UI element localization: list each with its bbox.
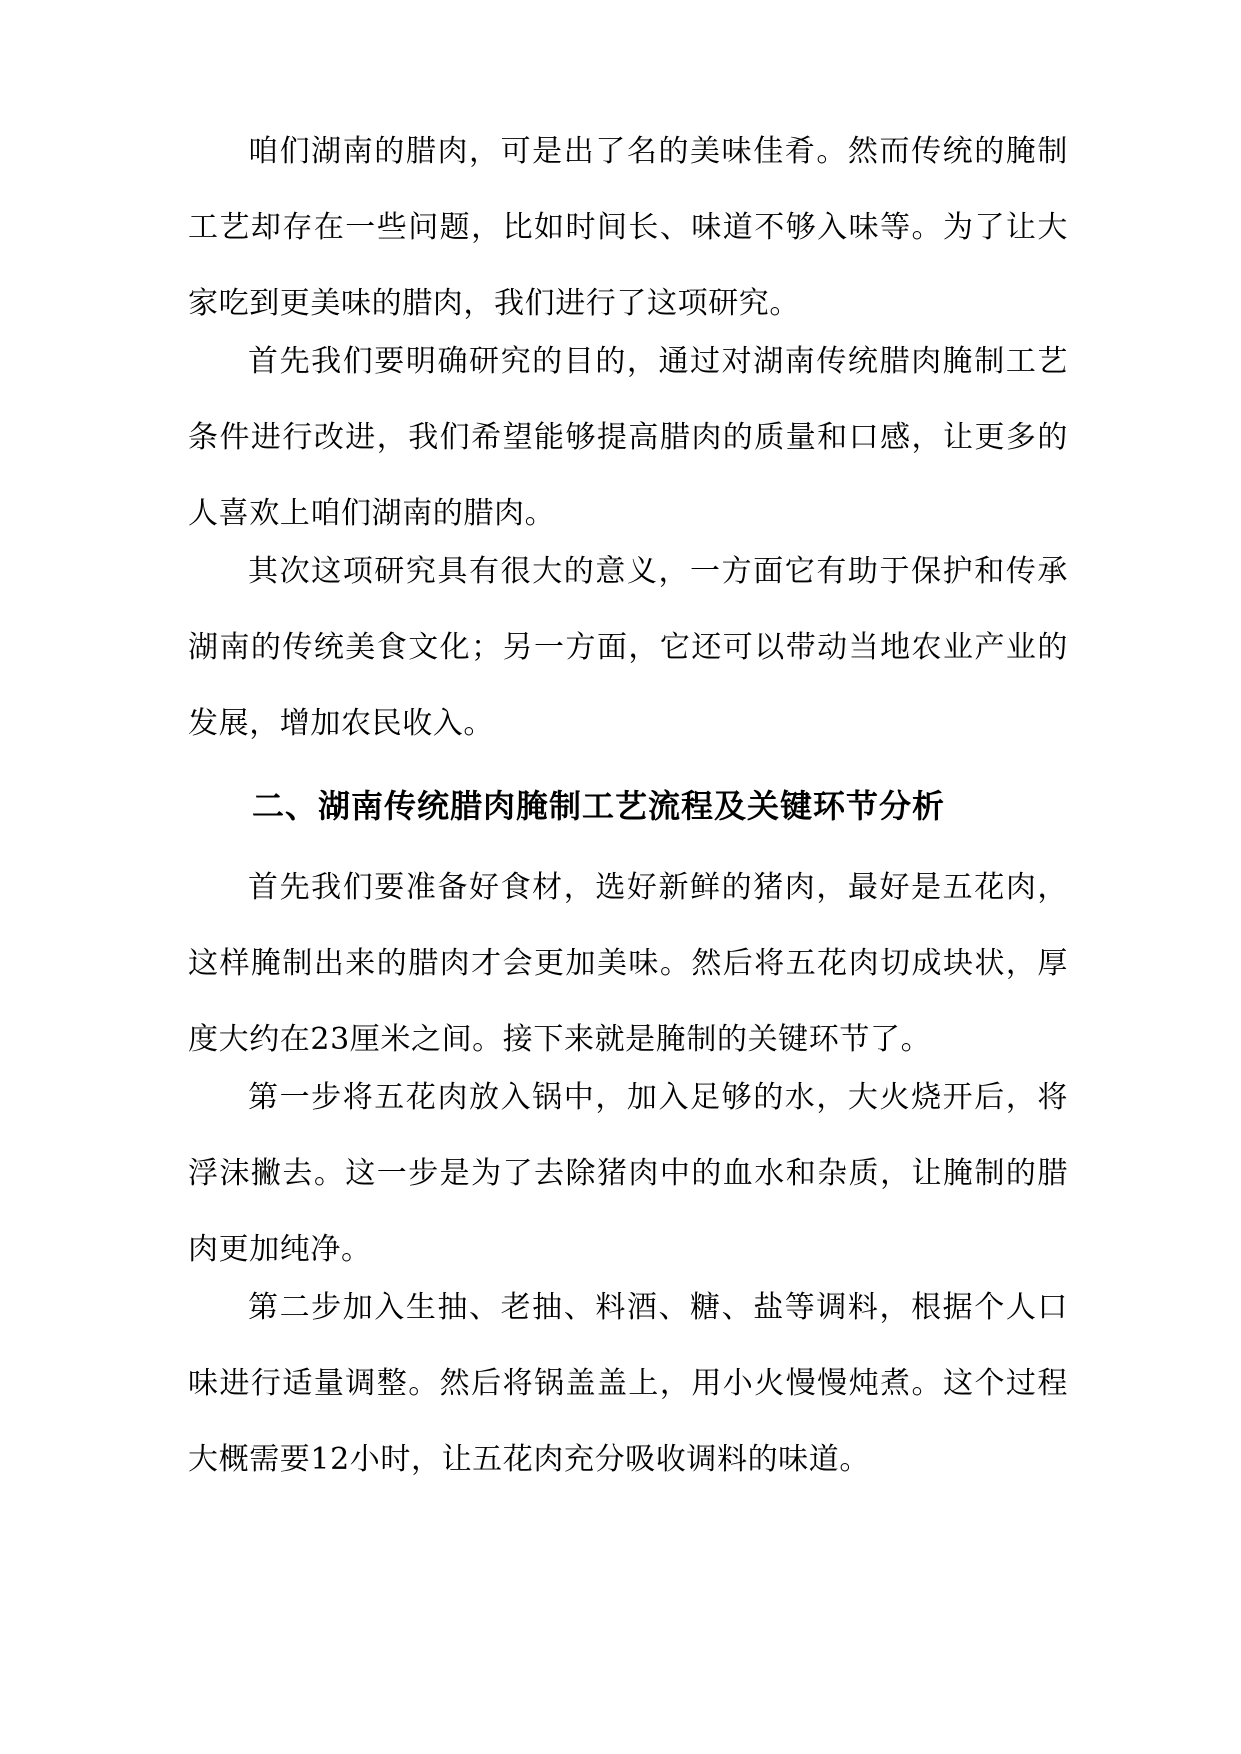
section-heading: 二、湖南传统腊肉腌制工艺流程及关键环节分析 bbox=[252, 787, 946, 825]
paragraph-section-1: 首先我们要准备好食材，选好新鲜的猪肉，最好是五花肉，这样腌制出来的腊肉才会更加美味。然后将五花肉切成块状，厚度大约在23厘米之间。接下来就是腌制的关键环节了。 bbox=[188, 870, 1068, 1057]
paragraph-section-2: 第一步将五花肉放入锅中，加入足够的水，大火烧开后，将浮沫撇去。这一步是为了去除猪肉中的血水和杂质，让腌制的腊肉更加纯净。 bbox=[188, 1080, 1068, 1267]
paragraph-intro-1: 咱们湖南的腊肉，可是出了名的美味佳肴。然而传统的腌制工艺却存在一些问题，比如时间长、味道不够入味等。为了让大家吃到更美味的腊肉，我们进行了这项研究。 bbox=[188, 134, 1068, 321]
paragraph-section-3: 第二步加入生抽、老抽、料酒、糖、盐等调料，根据个人口味进行适量调整。然后将锅盖盖上，用小火慢慢炖煮。这个过程大概需要12小时，让五花肉充分吸收调料的味道。 bbox=[188, 1290, 1068, 1477]
paragraph-intro-2: 首先我们要明确研究的目的，通过对湖南传统腊肉腌制工艺条件进行改进，我们希望能够提高腊肉的质量和口感，让更多的人喜欢上咱们湖南的腊肉。 bbox=[188, 344, 1068, 531]
paragraph-intro-3: 其次这项研究具有很大的意义，一方面它有助于保护和传承湖南的传统美食文化；另一方面，它还可以带动当地农业产业的发展，增加农民收入。 bbox=[188, 554, 1068, 741]
